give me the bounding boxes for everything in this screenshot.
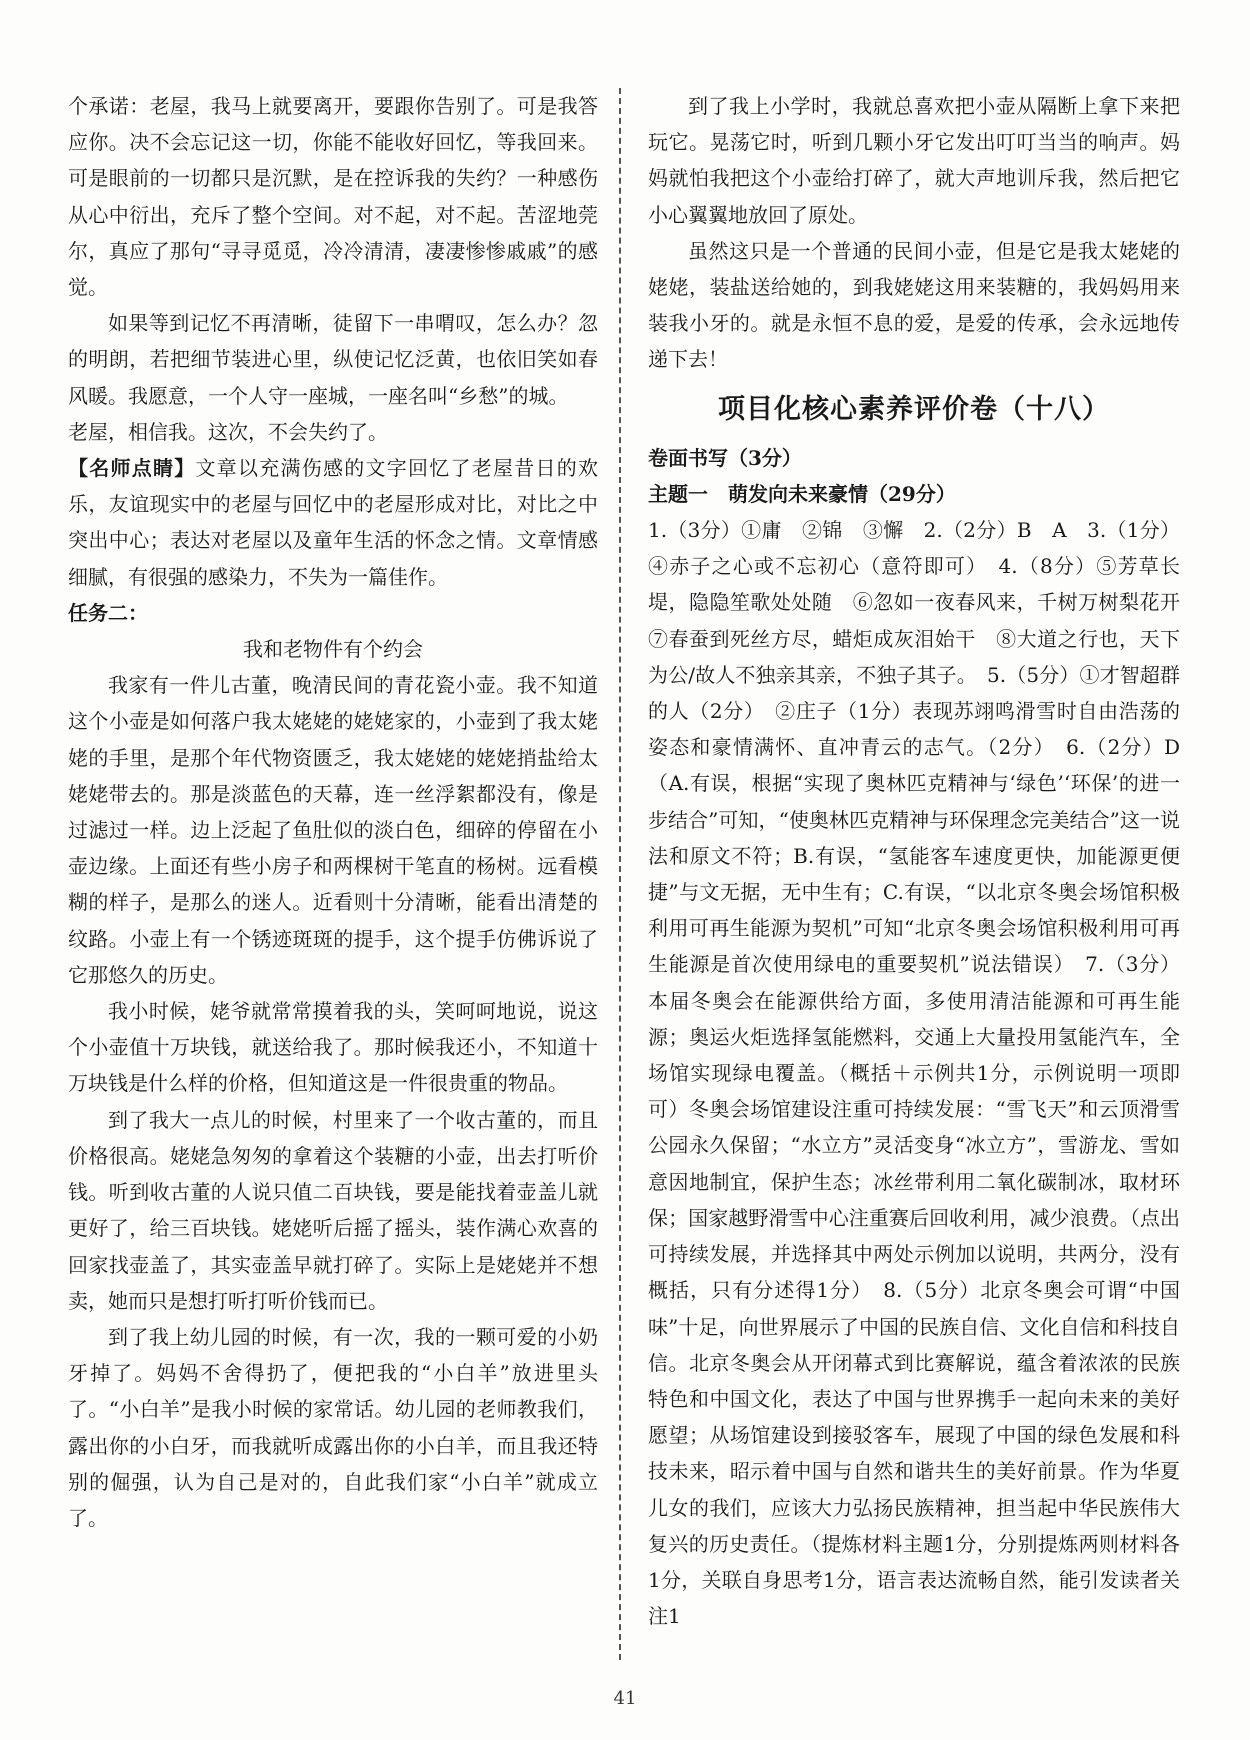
page-number: 41 [613, 1688, 637, 1709]
theme-heading: 主题一 萌发向未来豪情（29分） [648, 481, 956, 506]
essay-paragraph: 个承诺：老屋，我马上就要离开，要跟你告别了。可是我答应你。决不会忘记这一切，你能不能收好回忆，等我回来。可是眼前的一切都只是沉默，是在控诉我的失约？一种感伤从心中衍出，充斥了整个空间。对不起，对不起。苦涩地莞尔，真应了那句“寻寻觅觅，冷冷清清，凄凄惨惨戚戚”的感觉。 [68, 94, 598, 300]
essay-paragraph: 我家有一件儿古董，晚清民间的青花瓷小壶。我不知道这个小壶是如何落户我太姥姥的姥姥家的，小壶到了我太姥姥的手里，是那个年代物资匮乏，我太姥姥的姥姥捎盐给太姥姥带去的。那是淡蓝色的天幕，连一丝浮絮都没有，像是过滤过一样。边上泛起了鱼肚似的淡白色，细碎的停留在小壶边缘。上面还有些小房子和两棵树干笔直的杨树。远看模糊的样子，是那么的迷人。近看则十分清晰，能看出清楚的纹路。小壶上有一个锈迹斑斑的提手，这个提手仿佛诉说了它那悠久的历史。 [68, 673, 598, 987]
essay-paragraph: 到了我大一点儿的时候，村里来了一个收古董的，而且价格很高。姥姥急匆匆的拿着这个装糖的小壶，出去打听价钱。听到收古董的人说只值二百块钱，要是能找着壶盖儿就更好了，给三百块钱。姥姥听后摇了摇头，装作满心欢喜的回家找壶盖了，其实壶盖早就打碎了。实际上是姥姥并不想卖，她而只是想打听打听价钱而已。 [68, 1107, 598, 1313]
essay-paragraph: 到了我上幼儿园的时候，有一次，我的一颗可爱的小奶牙掉了。妈妈不舍得扔了，便把我的“小白羊”放进里头了。“小白羊”是我小时候的家常话。幼儿园的老师教我们，露出你的小白牙，而我就听成露出你的小白羊，而且我还特别的倔强，认为自己是对的，自此我们家“小白羊”就成立了。 [68, 1324, 598, 1530]
section-title: 项目化核心素养评价卷（十八） [718, 393, 1110, 425]
answer-key: 1.（3分）①庸 ②锦 ③懈 2.（2分）B A 3.（1分）④赤子之心或不忘初心（意符即可） 4.（8分）⑤芳草长堤，隐隐笙歌处处随 ⑥忽如一夜春风来，千树万树梨花开 ⑦春蚕到死丝方尽，蜡炬成灰泪始干 ⑧大道之行也，天下为公/故人不独亲其亲，不独子其子。 5.（5分）①才智超群的人（2分） ②庄子（1分）表现苏翊鸣滑雪时自由浩荡的姿态和豪情满怀、直冲青云的志气。（2分） 6.（2分）D（A.有误，根据“实现了奥林匹克精神与‘绿色’‘环保’的进一步结合”可知，“使奥林匹克精神与环保理念完美结合”这一说法和原文不符；B.有误，“氢能客车速度更快，加能源更便捷”与文无据，无中生有；C.有误，“以北京冬奥会场馆积极利用可再生能源为契机”可知“北京冬奥会场馆积极利用可再生能源是首次使用绿电的重要契机”说法错误） 7.（3分）本届冬奥会在能源供给方面，多使用清洁能源和可再生能源；奥运火炬选择氢能燃料，交通上大量投用氢能汽车，全场馆实现绿电覆盖。（概括＋示例共1分，示例说明一项即可）冬奥会场馆建设注重可持续发展：“雪飞天”和云顶滑雪公园永久保留；“水立方”灵活变身“冰立方”，雪游龙、雪如意因地制宜，保护生态；冰丝带利用二氧化碳制冰，取材环保；国家越野滑雪中心注重赛后回收利用，减少浪费。（点出可持续发展，并选择其中两处示例加以说明，共两分，没有概括，只有分述得1分） 8.（5分）北京冬奥会可谓“中国味”十足，向世界展示了中国的民族自信、文化自信和科技自信。北京冬奥会从开闭幕式到比赛解说，蕴含着浓浓的民族特色和中国文化，表达了中国与世界携手一起向未来的美好愿望；从场馆建设到接驳客车，展现了中国的绿色发展和科技未来，昭示着中国与自然和谐共生的美好前景。作为华夏儿女的我们，应该大力弘扬民族精神，担当起中华民族伟大复兴的历史责任。（提炼材料主题1分，分别提炼两则材料各1分，关联自身思考1分，语言表达流畅自然，能引发读者关注1 [648, 518, 1200, 1629]
teacher-comment-label: 【名师点睛】 [68, 456, 196, 481]
left-column [68, 88, 598, 1536]
essay-paragraph: 如果等到记忆不再清晰，徒留下一串喟叹，怎么办？忽的明朗，若把细节装进心里，纵使记忆泛黄，也依旧笑如春风暖。我愿意，一个人守一座城，一座名叫“乡愁”的城。 [68, 311, 598, 408]
teacher-comment-text: 文章以充满伤感的文字回忆了老屋昔日的欢乐，友谊现实中的老屋与回忆中的老屋形成对比，对比之中突出中心；表达对老屋以及童年生活的怀念之情。文章情感细腻，有很强的感染力，不失为一篇佳作。 [68, 456, 598, 589]
essay-paragraph: 虽然这只是一个普通的民间小壶，但是它是我太姥姥的姥姥，装盐送给她的，到我姥姥这用来装糖的，我妈妈用来装我小牙的。就是永恒不息的爱，是爱的传承，会永远地传递下去！ [648, 238, 1180, 372]
task-heading: 任务二： [68, 600, 148, 625]
teacher-comment [68, 450, 598, 595]
essay-paragraph: 到了我上小学时，我就总喜欢把小壶从隔断上拿下来把玩它。晃荡它时，听到几颗小牙它发出叮叮当当的响声。妈妈就怕我把这个小壶给打碎了，就大声地训斥我，然后把它小心翼翼地放回了原处。 [648, 94, 1180, 227]
essay-paragraph: 老屋，相信我。这次，不会失约了。 [68, 419, 388, 444]
handwriting-score-heading: 卷面书写（3分） [648, 445, 802, 470]
essay-title: 我和老物件有个约会 [243, 637, 423, 662]
right-column [648, 88, 1200, 1634]
essay-paragraph: 我小时候，姥爷就常常摸着我的头，笑呵呵地说，说这个小壶值十万块钱，就送给我了。那时候我还小，不知道十万块钱是什么样的价格，但知道这是一件很贵重的物品。 [68, 999, 598, 1096]
column-divider [619, 88, 621, 1660]
